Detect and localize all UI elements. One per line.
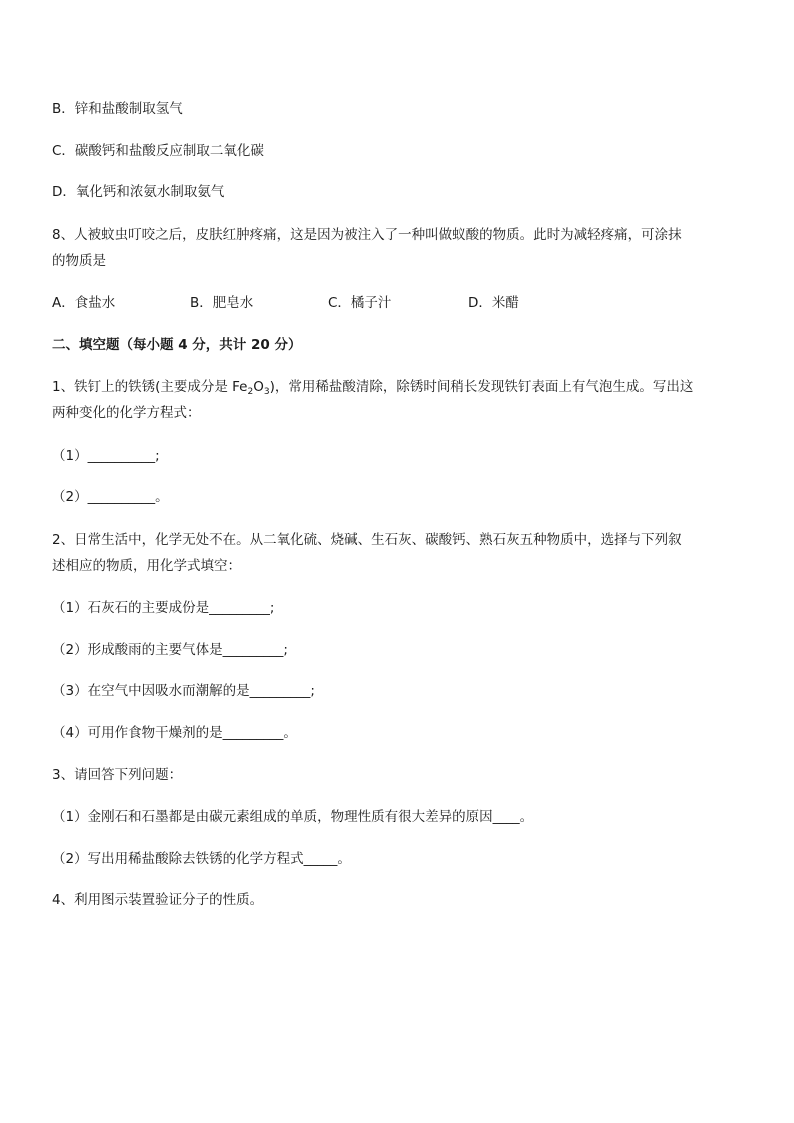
- fill1-sub-2: 2: [247, 387, 254, 397]
- fill2-item-1: （1）石灰石的主要成份是_________;: [52, 600, 275, 616]
- q7-option-d: D．氧化钙和浓氨水制取氨气: [52, 184, 225, 200]
- q8-option-d: D．米醋: [468, 295, 519, 311]
- fill1-stem-line2: 两种变化的化学方程式：: [52, 405, 201, 421]
- fill3-stem: 3、请回答下列问题：: [52, 767, 183, 783]
- q8-option-c: C．橘子汁: [328, 295, 392, 311]
- fill2-item-4: （4）可用作食物干燥剂的是_________。: [52, 725, 297, 741]
- fill1-blank-1: （1）__________;: [52, 448, 160, 464]
- fill1-blank-2: （2）__________。: [52, 489, 169, 505]
- section-title: 二、填空题（每小题 4 分，共计 20 分）: [52, 337, 302, 353]
- fill3-item-1: （1）金刚石和石墨都是由碳元素组成的单质，物理性质有很大差异的原因____。: [52, 809, 534, 825]
- q8-stem-line2: 的物质是: [52, 253, 106, 269]
- q8-stem-line1: 8、人被蚊虫叮咬之后，皮肤红肿疼痛，这是因为被注入了一种叫做蚁酸的物质。此时为减轻疼痛，可涂抹: [52, 227, 682, 243]
- q8-option-b: B．肥皂水: [190, 295, 254, 311]
- fill2-stem-line1: 2、日常生活中，化学无处不在。从二氧化硫、烧碱、生石灰、碳酸钙、熟石灰五种物质中，选择与下列叙: [52, 532, 682, 548]
- q8-option-a: A．食盐水: [52, 295, 116, 311]
- fill2-item-3: （3）在空气中因吸水而潮解的是_________;: [52, 683, 315, 699]
- fill2-stem-line2: 述相应的物质，用化学式填空：: [52, 558, 241, 574]
- fill3-item-2: （2）写出用稀盐酸除去铁锈的化学方程式_____。: [52, 851, 351, 867]
- q7-option-b: B．锌和盐酸制取氢气: [52, 101, 183, 117]
- fill4-stem: 4、利用图示装置验证分子的性质。: [52, 892, 264, 908]
- fill1-mid-o: O: [253, 379, 264, 395]
- q8-stem: [52, 226, 742, 270]
- fill1-stem-line1: [52, 378, 742, 396]
- q7-option-c: C．碳酸钙和盐酸反应制取二氧化碳: [52, 143, 264, 159]
- fill1-stem-b: )，常用稀盐酸清除，除锈时间稍长发现铁钉表面上有气泡生成。写出这: [269, 379, 694, 395]
- fill1-stem-a: 1、铁钉上的铁锈(主要成分是 Fe: [52, 379, 248, 395]
- q8-options: [52, 294, 752, 312]
- fill2-item-2: （2）形成酸雨的主要气体是_________;: [52, 642, 288, 658]
- fill1-sub-3: 3: [263, 387, 270, 397]
- fill1-stem: [52, 378, 742, 422]
- fill2-stem: [52, 531, 742, 575]
